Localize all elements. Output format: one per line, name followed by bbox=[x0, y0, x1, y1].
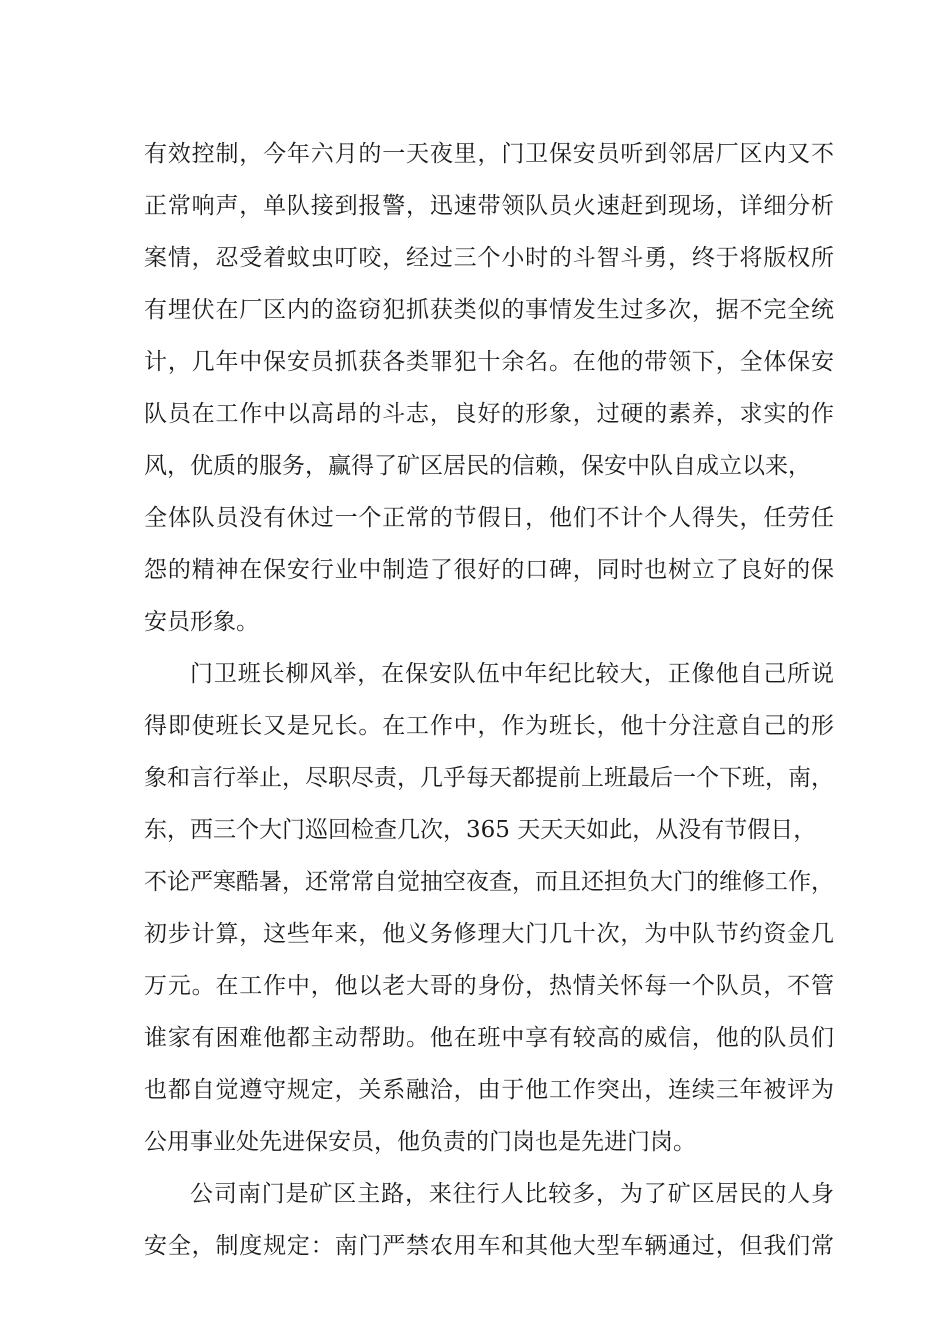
text-line: 初步计算，这些年来，他义务修理大门几十次，为中队节约资金几 bbox=[144, 921, 834, 947]
text-line: 有埋伏在厂区内的盗窃犯抓获类似的事情发生过多次，据不完全统 bbox=[144, 297, 834, 323]
text-line: 风，优质的服务，赢得了矿区居民的信赖，保安中队自成立以来， bbox=[144, 453, 811, 479]
text-line: 公用事业处先进保安员，他负责的门岗也是先进门岗。 bbox=[144, 1129, 696, 1155]
text-line: 万元。在工作中，他以老大哥的身份，热情关怀每一个队员，不管 bbox=[144, 973, 834, 999]
text-line: 东，西三个大门巡回检查几次，365 天天天如此，从没有节假日， bbox=[144, 817, 817, 843]
text-line: 不论严寒酷暑，还常常自觉抽空夜查，而且还担负大门的维修工作， bbox=[144, 869, 834, 895]
text-line: 公司南门是矿区主路，来往行人比较多，为了矿区居民的人身 bbox=[190, 1181, 834, 1207]
text-line: 正常响声，单队接到报警，迅速带领队员火速赶到现场，详细分析 bbox=[144, 193, 834, 219]
text-line: 案情，忍受着蚊虫叮咬，经过三个小时的斗智斗勇，终于将版权所 bbox=[144, 245, 834, 271]
text-line: 有效控制，今年六月的一天夜里，门卫保安员听到邻居厂区内又不 bbox=[144, 141, 834, 167]
text-line: 安全，制度规定：南门严禁农用车和其他大型车辆通过，但我们常 bbox=[144, 1233, 834, 1259]
text-line: 也都自觉遵守规定，关系融洽，由于他工作突出，连续三年被评为 bbox=[144, 1077, 834, 1103]
text-line: 全体队员没有休过一个正常的节假日，他们不计个人得失，任劳任 bbox=[144, 505, 834, 531]
text-line: 队员在工作中以高昂的斗志，良好的形象，过硬的素养，求实的作 bbox=[144, 401, 834, 427]
text-line: 怨的精神在保安行业中制造了很好的口碑，同时也树立了良好的保 bbox=[144, 557, 834, 583]
text-line: 得即使班长又是兄长。在工作中，作为班长，他十分注意自己的形 bbox=[144, 713, 834, 739]
text-line: 安员形象。 bbox=[144, 609, 259, 635]
text-line: 象和言行举止，尽职尽责，几乎每天都提前上班最后一个下班，南， bbox=[144, 765, 834, 791]
text-line: 谁家有困难他都主动帮助。他在班中享有较高的威信，他的队员们 bbox=[144, 1025, 834, 1051]
text-line: 计，几年中保安员抓获各类罪犯十余名。在他的带领下，全体保安 bbox=[144, 349, 834, 375]
text-line: 门卫班长柳风举，在保安队伍中年纪比较大，正像他自己所说 bbox=[190, 661, 834, 687]
body-text bbox=[144, 128, 834, 1272]
